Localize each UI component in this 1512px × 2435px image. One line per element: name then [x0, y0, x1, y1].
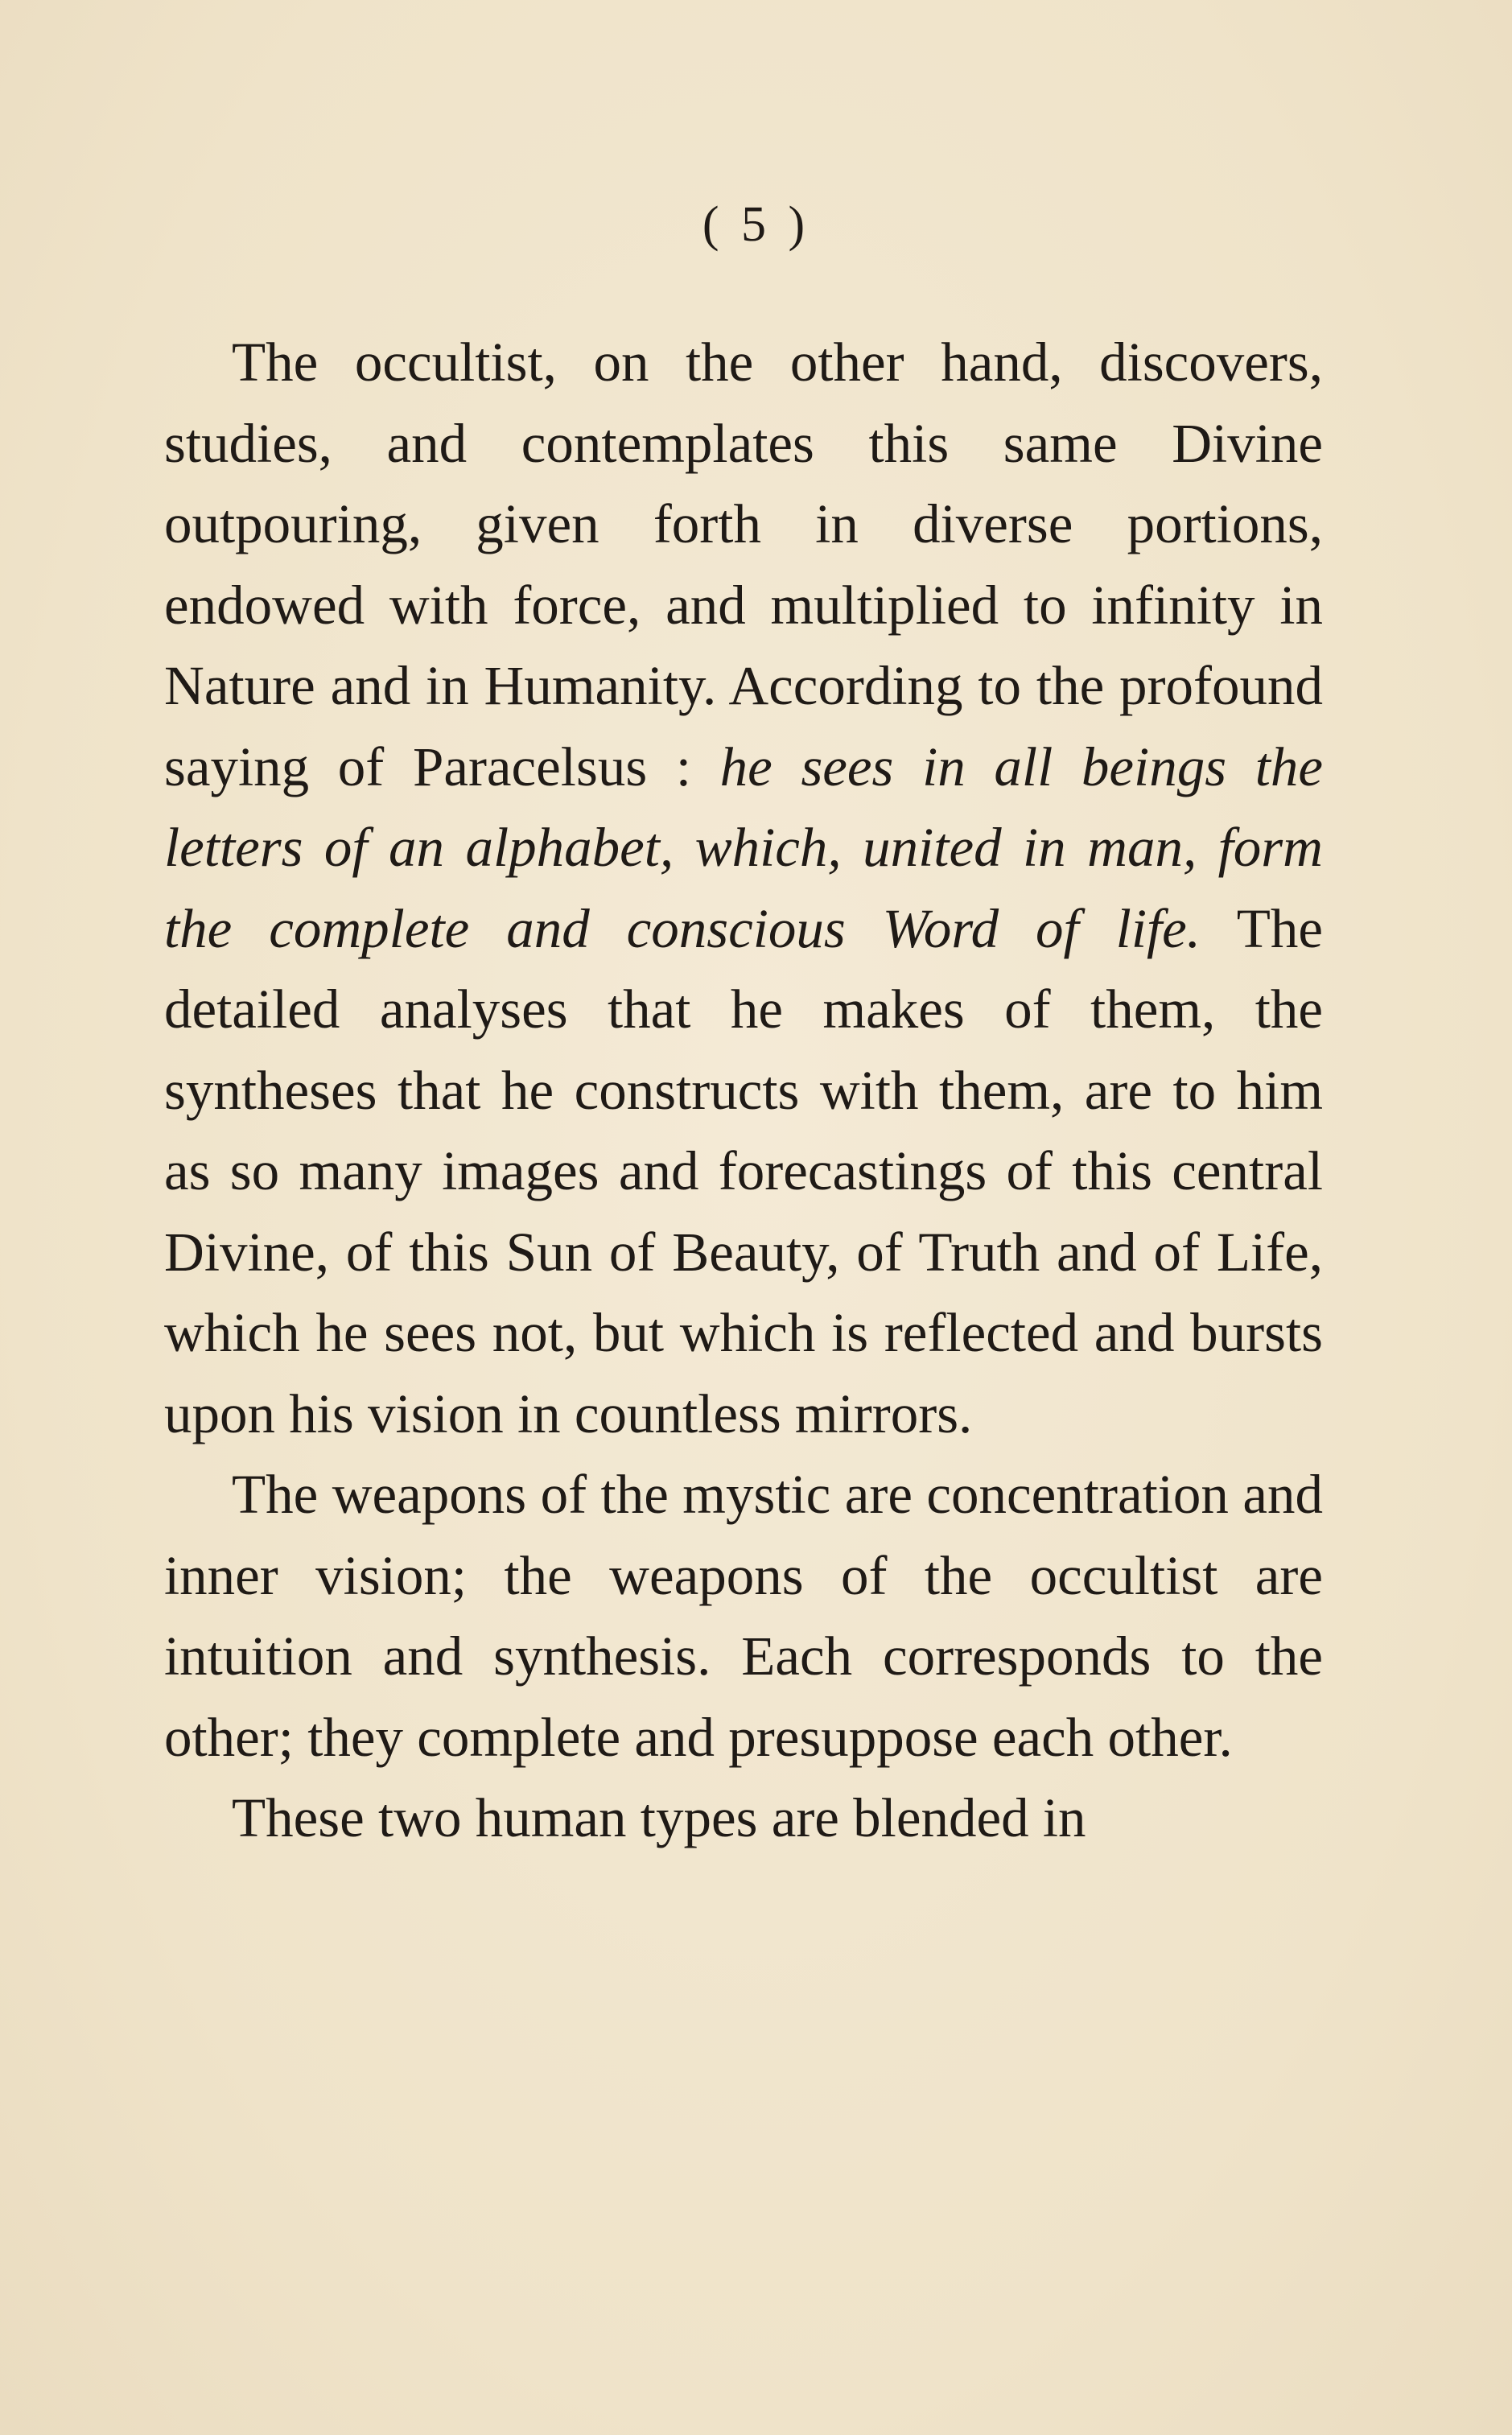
paracelsus-quote: he sees in all beings the letters of an alphabet, which, united in man, form the complete and conscious Word of life.	[164, 735, 1323, 959]
paragraph-occultist-text-end: The detailed analyses that he makes of them, the syntheses that he constructs with them, are to him as so many images and forecastings of this central Divine, of this Sun of Beauty, of Truth and of Life, which he sees not, but which is reflected and bursts upon his vision in countless mirrors.	[164, 897, 1324, 1444]
body-text	[164, 322, 1323, 1859]
page-number: ( 5 )	[702, 197, 810, 252]
paragraph-occultist-text-start: The occultist, on the other hand, discovers, studies, and contemplates this same Divine outpouring, given forth in diverse portions, endowed with force, and multiplied to infinity in Nature and in Humanity. According to the profound saying of Paracelsus :	[164, 332, 1323, 797]
paragraph-occultist	[164, 322, 1323, 1454]
paragraph-weapons: The weapons of the mystic are concentration and inner vision; the weapons of the occultist are intuition and synthesis. Each corresponds to the other; they complete and presuppose each other.	[164, 1464, 1323, 1768]
paragraph-human-types: These two human types are blended in	[232, 1787, 1086, 1848]
